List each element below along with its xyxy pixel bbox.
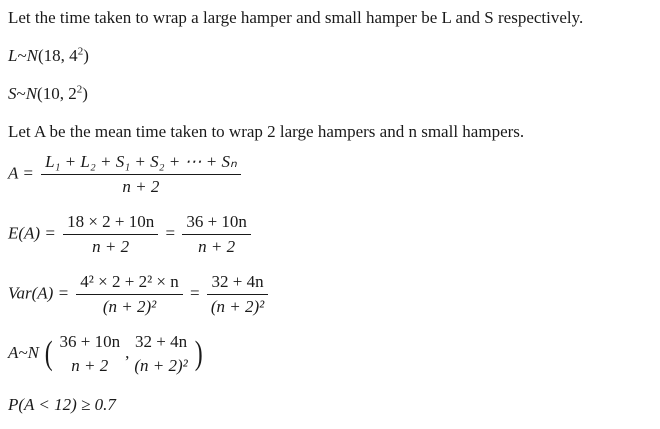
fraction-E2: $\frac{36 + 10n}{n + 2}$ xyxy=(182,212,251,257)
distribution-A: A~N ( 36 + 10n n + 2 , 32 + 4n (n + 2)² ) xyxy=(8,332,203,375)
fraction-V2: $\frac{32 + 4n}{\text{(n + 2)²}}$ xyxy=(207,272,268,317)
distribution-L: L~N(18, $4^2$) xyxy=(8,45,89,65)
probability-condition: P(A < 12) ≥ 0.7 xyxy=(8,395,116,414)
fraction-E1: $\frac{18 \times 2 + 10n}{n + 2}$ xyxy=(63,212,158,257)
equation-A: A = $\frac{\text{L₁ + L₂ + S₁ + S₂ + ⋯ + Sₙ}}{n + 2}$ xyxy=(8,152,244,197)
distribution-S: S~N(10, $2^2$) xyxy=(8,83,88,103)
intro-text: Let the time taken to wrap a large hamper and small hamper be L and S respectively. xyxy=(8,8,584,27)
right-paren: ) xyxy=(194,335,203,372)
definition-text: Let A be the mean time taken to wrap 2 large hampers and n small hampers. xyxy=(8,122,525,141)
fraction-V1: $\frac{\text{4² × 2 + 2² × n}}{\text{(n + 2)²}}$ xyxy=(76,272,182,317)
equation-variance: Var(A) = $\frac{\text{4² × 2 + 2² × n}}{\text{(n + 2)²}}$ = $\frac{32 + 4n}{\text{(n + 2)²}}$ xyxy=(8,272,271,317)
fraction-A: $\frac{\text{L₁ + L₂ + S₁ + S₂ + ⋯ + Sₙ}}{n + 2}$ xyxy=(41,152,241,197)
left-paren: ( xyxy=(44,335,53,372)
equation-expectation: E(A) = $\frac{18 \times 2 + 10n}{n + 2}$ = $\frac{36 + 10n}{n + 2}$ xyxy=(8,212,254,257)
fraction-mean: 36 + 10n n + 2 xyxy=(59,332,121,375)
fraction-variance: 32 + 4n (n + 2)² xyxy=(134,332,188,375)
